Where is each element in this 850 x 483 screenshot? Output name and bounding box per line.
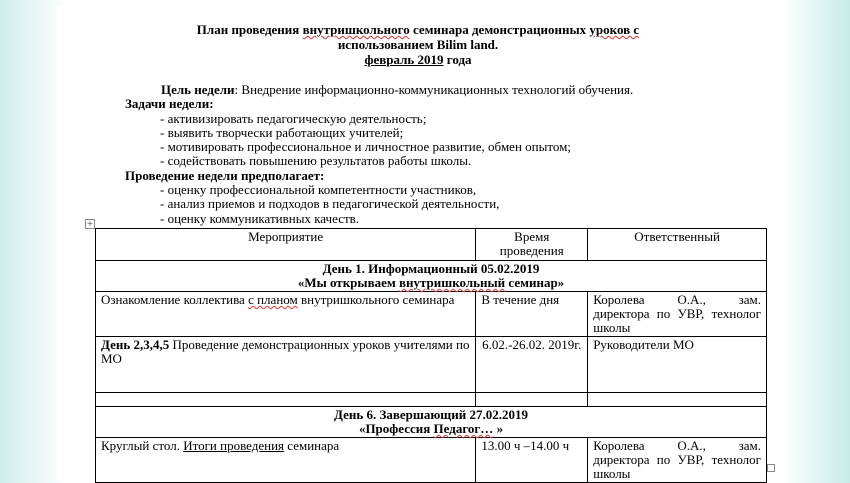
day6-subtitle — [101, 422, 761, 436]
task-item: - выявить творчески работающих учителей; — [160, 125, 404, 140]
tasks-heading: Задачи недели: — [125, 96, 214, 111]
row3-event-text: семинара — [284, 438, 340, 453]
row1-event-text: внутришкольного семинара — [297, 292, 455, 307]
goal-text: : Внедрение информационно-коммуникационных технологий обучения. — [234, 82, 634, 97]
title-date: февраль 2019 — [364, 52, 444, 67]
day1-title: День 1. Информационный 05.02.2019 — [322, 261, 540, 276]
task-item: - содействовать повышению результатов работы школы. — [160, 153, 472, 168]
table-header-row — [96, 229, 767, 261]
row1-responsible: Королева О.А., зам. директора по УВР, технолог школы — [588, 292, 767, 337]
table-resize-handle-icon[interactable] — [767, 464, 775, 472]
conduct-item: - оценку профессиональной компетентности участников, — [160, 182, 477, 197]
task-item: - активизировать педагогическую деятельность; — [160, 111, 427, 126]
day1-heading — [96, 261, 767, 292]
empty-cell — [476, 393, 588, 407]
title-text-misspelled: уроков с — [589, 22, 640, 37]
row2-event-text: Проведение демонстрационных уроков учителями по МО — [101, 337, 470, 366]
title-line-3 — [57, 52, 779, 67]
row3-event — [96, 438, 476, 483]
title-text: семинара демонстрационных — [409, 22, 590, 37]
day1-subtitle — [101, 276, 761, 290]
table-row — [96, 292, 767, 337]
row1-event — [96, 292, 476, 337]
day6-row — [96, 407, 767, 438]
day1-subtitle-text: «Мы открываем — [297, 275, 399, 290]
day1-subtitle-misspelled: внутришкольный — [398, 275, 506, 290]
header-event: Мероприятие — [96, 229, 476, 261]
day6-subtitle-text: » — [493, 421, 504, 436]
day6-heading — [96, 407, 767, 438]
title-line-2: использованием Bilim land. — [337, 37, 499, 52]
conduct-heading: Проведение недели предполагает: — [125, 168, 325, 183]
row3-event-underlined: Итоги проведения — [183, 438, 285, 453]
empty-row — [96, 393, 767, 407]
schedule-table — [95, 228, 767, 483]
table-row — [96, 438, 767, 483]
task-item: - мотивировать профессиональное и личностное развитие, обмен опытом; — [160, 139, 571, 154]
row1-event-text: Ознакомление коллектива — [101, 292, 249, 307]
title-line-1 — [57, 22, 779, 37]
document-page — [57, 6, 779, 479]
day6-title: День 6. Завершающий 27.02.2019 — [334, 407, 528, 422]
goal-line — [161, 82, 633, 97]
row2-event — [96, 337, 476, 393]
table-row — [96, 337, 767, 393]
row3-event-text: Круглый стол. — [101, 438, 184, 453]
title-text: План проведения — [196, 22, 303, 37]
header-responsible: Ответственный — [588, 229, 767, 261]
row2-event-bold: День 2,3,4,5 — [101, 337, 170, 352]
day1-subtitle-text: семинар» — [505, 275, 565, 290]
row1-time: В течение дня — [476, 292, 588, 337]
goal-label: Цель недели — [161, 82, 235, 97]
empty-cell — [96, 393, 476, 407]
day6-subtitle-text: «Профессия — [358, 421, 434, 436]
row1-event-misspelled: с планом — [248, 292, 298, 307]
row3-responsible: Королева О.А., зам. директора по УВР, технолог школы — [588, 438, 767, 483]
row3-time: 13.00 ч –14.00 ч — [476, 438, 588, 483]
table-move-handle-icon[interactable]: + — [86, 219, 94, 228]
title-text: года — [443, 52, 472, 67]
header-time: Время проведения — [476, 229, 588, 261]
conduct-item: - оценку коммуникативных качеств. — [160, 211, 360, 226]
title-text-misspelled: внутришкольного — [302, 22, 410, 37]
conduct-item: - анализ приемов и подходов в педагогической деятельности, — [160, 196, 500, 211]
day6-subtitle-misspelled: Педагог… — [433, 421, 494, 436]
row2-time: 6.02.-26.02. 2019г. — [476, 337, 588, 393]
empty-cell — [588, 393, 767, 407]
day1-row — [96, 261, 767, 292]
row2-responsible: Руководители МО — [588, 337, 767, 393]
